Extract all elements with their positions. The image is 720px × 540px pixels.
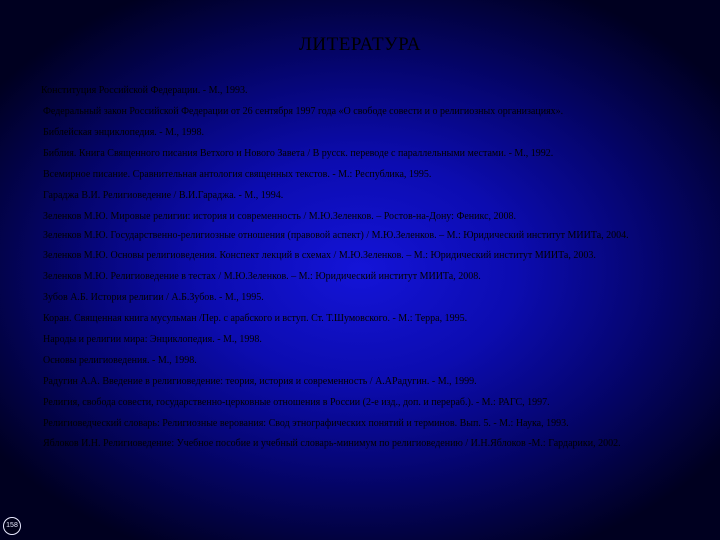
reference-item: Библия. Книга Священного писания Ветхого и Нового Завета / В русск. переводе с параллельными местами. - М., 1992. [43,148,554,159]
reference-item: Федеральный закон Российской Федерации от 26 сентября 1997 года «О свободе совести и о религиозных организациях». [43,106,564,117]
reference-item: Основы религиоведения. - М., 1998. [43,355,197,366]
reference-item: Радугин А.А. Введение в религиоведение: теория, история и современность / А.АРадугин. - М., 1999. [43,376,477,387]
page-title: ЛИТЕРАТУРА [299,34,421,55]
reference-item: Конституция Российской Федерации. - М., 1993. [41,85,248,96]
reference-item: Религиоведческий словарь: Религиозные верования: Свод этнографических понятий и терминов. Вып. 5. - М.: Наука, 1993. [43,418,569,429]
reference-list [43,84,693,450]
reference-item: Зеленков М.Ю. Основы религиоведения. Конспект лекций в схемах / М.Ю.Зеленков. – М.: Юридический институт МИИТа, 2003. [43,250,596,261]
reference-item: Яблоков И.Н. Религиоведение: Учебное пособие и учебный словарь-минимум по религиоведению / И.Н.Яблоков -М.: Гардарики, 2002. [43,438,621,449]
page-number-badge: 158 [3,517,21,535]
reference-item: Зубов А.Б. История религии / А.Б.Зубов. - М., 1995. [43,292,264,303]
reference-item: Всемирное писание. Сравнительная антология священных текстов. - М.: Республика, 1995. [43,169,432,180]
reference-item: Зеленков М.Ю. Государственно-религиозные отношения (правовой аспект) / М.Ю.Зеленков. – М.: Юридический институт МИИТа, 2004. [43,230,629,241]
reference-item: Зеленков М.Ю. Мировые религии: история и современность / М.Ю.Зеленков. – Ростов-на-Дону: Феникс, 2008. [43,211,517,222]
reference-item: Зеленков М.Ю. Религиоведение в тестах / М.Ю.Зеленков. – М.: Юридический институт МИИТа, 2008. [43,271,481,282]
reference-item: Коран. Священная книга мусульман /Пер. с арабского и вступ. Ст. Т.Шумовского. - М.: Терра, 1995. [43,313,468,324]
reference-item: Библейская энциклопедия. - М., 1998. [43,127,205,138]
reference-item: Религия, свобода совести, государственно-церковные отношения в России (2-е изд., доп. и перераб.). - М.: РАГС, 1997. [43,397,550,408]
reference-item: Гараджа В.И. Религиоведение / В.И.Гараджа. - М., 1994. [43,190,284,201]
reference-item: Народы и религии мира: Энциклопедия. - М., 1998. [43,334,262,345]
